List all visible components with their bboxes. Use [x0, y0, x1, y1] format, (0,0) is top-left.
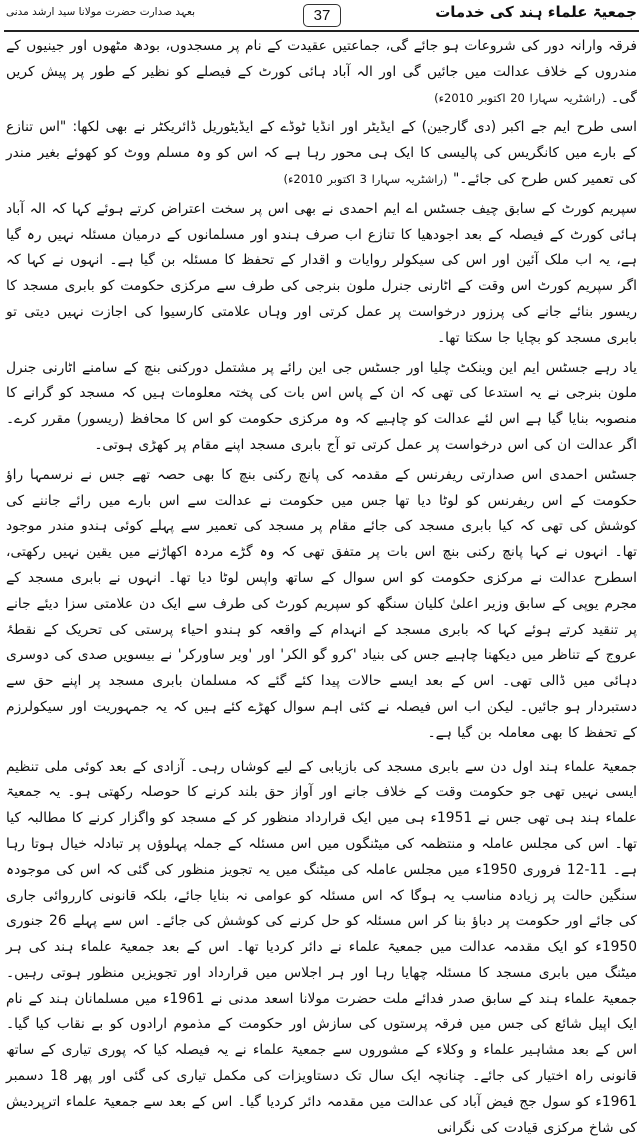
article-body [6, 34, 637, 1145]
header-subtitle: بعہد صدارت حضرت مولانا سید ارشد مدنی [6, 6, 195, 18]
magazine-title: جمعیۃ علماء ہند کی خدمات [435, 3, 637, 21]
page-header [0, 0, 643, 30]
paragraph-text: فرقہ وارانہ دور کی شروعات ہو جائے گی، جماعتیں عقیدت کے نام پر مسجدوں، بودھ مٹھوں اور جینیوں کے مندروں کے خلاف عدالت میں جائیں گی اور الہ آباد ہائی کورٹ کے فیصلے کو نظیر کے طور پر پیش کریں گی۔ [6, 38, 637, 106]
paragraph-1 [6, 34, 637, 111]
paragraph-2 [6, 115, 637, 192]
paragraph-6: جمعیۃ علماء ہند اول دن سے بابری مسجد کی بازیابی کے لیے کوشاں رہی۔ آزادی کے بعد کوئی ملی تنظیم ایسی نہیں تھی جو حکومت وقت کے خلاف جانے اور آواز حق بلند کرنے کا حوصلہ رکھتی ہو۔ یہ جمعیۃ علماء ہند ہی تھی جس نے 1951ء ہی میں ایک قرارداد منظور کر کے مسجد کو واگزار کرنے کا مطالبہ کیا تھا۔ اس کی مجلس عاملہ و منتظمہ کی میٹنگوں میں اس مسئلہ کے جملہ پہلوؤں پر تبادلہ خیال ہوتا رہا ہے۔ 11-12 فروری 1950ء میں مجلس عاملہ کی میٹنگ میں یہ تجویز منظور کی گئی کہ اس کی موجودہ سنگین حالت پر زیادہ مناسب یہ ہوگا کہ اس مسئلہ کو عوامی نہ بنایا جائے، بلکہ قانونی کارروائی جاری کی جائے اور حکومت پر دباؤ بنا کر اس مسئلہ کو حل کرنے کی کوشش کی جائے۔ اس سے پہلے 26 جنوری 1950ء کو ایک مقدمہ عدالت میں جمعیۃ علماء نے دائر کردیا تھا۔ اس کے بعد جمعیۃ علماء ہند کی ہر میٹنگ میں بابری مسجد کا مسئلہ چھایا رہا اور ہر اجلاس میں قرارداد اور تجویزیں منظور ہوتی رہیں۔ جمعیۃ علماء ہند کے سابق صدر فدائے ملت حضرت مولانا اسعد مدنی نے 1961ء میں مسلمانان ہند کے نام ایک اپیل شائع کی جس میں فرقہ پرستوں کی سازش اور حکومت کے مذموم ارادوں کو بے نقاب کیا گیا۔ اس کے بعد مشاہیر علماء و وکلاء کے مشوروں سے جمعیۃ علماء نے یہ فیصلہ کیا کہ پوری تیاری کے ساتھ قانونی راہ اختیار کی جائے۔ چنانچہ ایک سال تک دستاویزات کی مکمل تیاری کی گئی اور پھر 18 دسمبر 1961ء کو سول جج فیض آباد کی عدالت میں مقدمہ دائر کردیا گیا۔ اس کے بعد سے جمعیۃ علماء اترپردیش کی شاخ مرکزی قیادت کی نگرانی [6, 758, 638, 1136]
paragraph-3: سپریم کورٹ کے سابق چیف جسٹس اے ایم احمدی نے بھی اس پر سخت اعتراض کرتے ہوئے کہا کہ الہ آباد ہائی کورٹ کے فیصلہ کے بعد اجودھیا کا تنازع اب صرف ہندو اور مسلمانوں کے درمیان مسئلہ نہیں رہ گیا ہے، یہ اب ملک آئین اور اس کی سیکولر روایات و اقدار کے تحفظ کا مسئلہ بن گیا ہے۔ انہوں نے کہا کہ اگر سپریم کورٹ اس وقت کے اٹارنی جنرل ملون بنرجی کی طرف سے مرکزی حکومت کو بابری مسجد کا ریسور بنائے جانے کی پرزور درخواست پر عمل کرتی اور وہاں علامتی کارسیوا کی اجازت نہیں دیتی تو بابری مسجد کو بچایا جا سکتا تھا۔ [6, 200, 637, 346]
page-number: 37 [303, 4, 341, 27]
paragraph-text: اسی طرح ایم جے اکبر (دی گارجین) کے ایڈیٹر اور انڈیا ٹوڈے کے ایڈیٹوریل ڈائریکٹر نے بھی لکھا: "اس تنازع کے بارے میں کانگریس کی پالیسی کا ایک ہی محور رہا ہے کہ اس کو وہ مسلم ووٹ کو کھوئے بغیر مندر کی تعمیر کس طرح کی جائے۔" [6, 119, 637, 187]
paragraph-5: جسٹس احمدی اس صدارتی ریفرنس کے مقدمہ کی پانچ رکنی بنچ کا بھی حصہ تھے جس نے نرسمہا راؤ حکومت کے اس ریفرنس کو لوٹا دیا تھا جس میں حکومت نے عدالت سے اس بارے میں رائے جاننے کی کوشش کی تھی کہ کیا بابری مسجد کی جائے مقام پر مسجد کی تعمیر سے پہلے کوئی ہندو مندر موجود تھا۔ انہوں نے کہا پانچ رکنی بنچ اس بات پر متفق تھی کہ وہ گڑے مردہ اکھاڑنے میں یقین نہیں رکھتی، اسطرح عدالت نے مرکزی حکومت کو اس سوال کے ساتھ واپس لوٹا دیا تھا۔ انہوں نے بابری مسجد کے مجرم یوپی کے سابق وزیر اعلیٰ کلیان سنگھ کو سپریم کورٹ کی طرف سے ایک دن علامتی سزا دیئے جانے پر تنقید کرتے ہوئے کہا کہ بابری مسجد کے انہدام کے واقعہ کو ہندو احیاء پرستی کی تحریک کے نقطۂ عروج کے تناظر میں دیکھنا چاہیے جس کی بنیاد 'کرو گو الکر' اور 'ویر ساورکر' نے بیسویں صدی کی دوسری دہائی میں ڈالی تھی۔ اس کے بعد ایسے حالات پیدا کئے گئے کہ مسلمان بابری مسجد پر اپنے حق سے دستبردار ہو جائیں۔ لیکن اب اس فیصلہ نے کئی اہم سوال کھڑے کئے ہیں کہ یہ جمہوریت اور سیکولرزم کے تحفظ کا بھی معاملہ بن گیا ہے۔ [6, 466, 637, 741]
source-citation: (راشٹریہ سہارا 3 اکتوبر 2010ء) [283, 171, 448, 186]
paragraph-4: یاد رہے جسٹس ایم این وینکٹ چلیا اور جسٹس جی این رائے پر مشتمل دورکنی بنچ کے سامنے اٹارنی جنرل ملون بنرجی نے یہ استدعا کی تھی کہ ان کے پاس اس بات کی پختہ معلومات ہیں کہ مسجد کو گرانے کا منصوبہ بنایا گیا ہے اس لئے عدالت کو چاہیے کہ وہ مرکزی حکومت کو اس کا محافظ (ریسور) مقرر کرے۔ اگر عدالت ان کی اس درخواست پر عمل کرتی تو آج بابری مسجد اپنے مقام پر کھڑی ہوتی۔ [6, 359, 637, 453]
header-divider [4, 30, 639, 32]
source-citation: (راشٹریہ سہارا 20 اکتوبر 2010ء) [434, 90, 606, 105]
